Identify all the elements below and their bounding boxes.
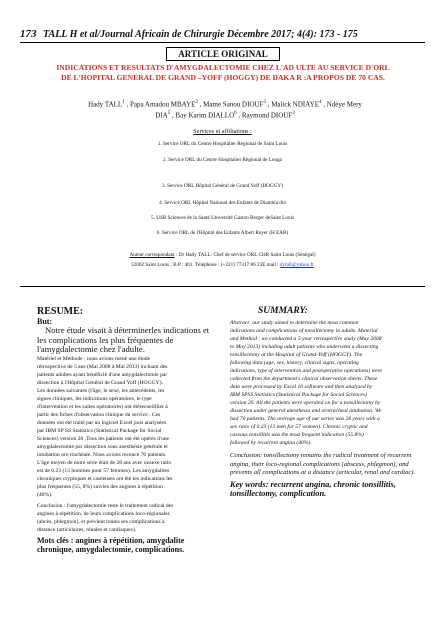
resume-keywords: Mots clés : angines à répétition, amygdalite chronique, amygdalectomie, complications. [37, 535, 185, 555]
resume-column [37, 306, 220, 555]
correspondence-text: : Dr Hady TALL: Chef de service ORL CHR Saint Louis (Sénégal) [175, 252, 316, 258]
correspondence-label: Auteur correspondant [129, 252, 175, 258]
author-name: Ndèye Mery [326, 100, 362, 109]
correspondence-address [0, 262, 445, 268]
header-rule [20, 42, 425, 43]
abstract-line: data were processed by Excel 10 software and then analyzed by [230, 384, 373, 390]
conclusion-line: (abcès, phlegmon), et prévient toutes ses complications à [37, 518, 165, 525]
methods-line: amygdalectomie par dissection sous anesthésie générale et [37, 443, 168, 450]
author-affiliation-number: 6 [234, 111, 237, 117]
title-line-1: INDICATIONS ET RESULTATS D'AMYGDALECTOMIE CHEZ L'AD ULTE AU SERVICE D'ORL [56, 63, 390, 72]
affiliations-title: Services et affiliations : [193, 128, 252, 135]
summary-column [230, 306, 425, 499]
methods-line: rétrospective de 5 ans (Mai 2008 à Mai 2013) incluant des [37, 363, 168, 370]
author-affiliation-number: 1 [122, 100, 125, 105]
author-name: Mame Sanou DIOUF [203, 100, 264, 109]
abstract-line: and Method : we conducted a 5-year retrospective study (May 2008 [230, 336, 382, 342]
affiliation-item: 4. Service ORL Hôpital National des Enfants de Diamnia din [159, 200, 286, 206]
author-name: Hady TALL [88, 100, 123, 109]
methods-line: Matériel et Méthode : nous avions mené une étude [37, 355, 151, 362]
summary-heading: SUMMARY: [258, 306, 308, 316]
affiliation-item: 5. USR Sciences de la Santé Université Gaston Berger deSaint Louis [151, 215, 294, 221]
conclusion-line: Conclusion : l'amygdalectomie reste le traitement radical des [37, 502, 174, 509]
methods-block [37, 355, 220, 499]
methods-line: plus fréquentes (55, 8%) suivies des angines à répétition [37, 483, 163, 490]
authors-line-1: Hady TALL$^1$ , Papa Amadou MBAYE$^2$ , Mame Sanou DIOUF$^3$ , Malick NDIAYE$^4$ , Ndèye Mery [88, 100, 362, 109]
affiliation-item: 6. Service ORL de l'Hôpital des Enfants Albert Royer (H EAR) [156, 230, 289, 236]
conclusion-line: angines à répétition, de leurs complications loco-régionales [37, 510, 170, 517]
author-affiliation-number: 5 [167, 111, 171, 117]
methods-line: (40%). [37, 491, 53, 498]
abstract-line: had 70 patients. The average age of our series was 28 years with a [230, 416, 380, 422]
page-number: 173 [20, 28, 37, 40]
abstract-line: following data (age, sex, history, clinical signs, operating [230, 360, 359, 366]
abstract-line: indications, type of intervention and postoperative operations) were [230, 368, 383, 374]
methods-line: par IBM SP SS Statistics (Statistical Package for Social [37, 427, 162, 434]
abstract-line: sex ratio of 0.23 (13 men for 57 women). Chronic cryptic and [230, 424, 368, 430]
author-affiliation-number: 4 [318, 100, 322, 105]
author-name: Papa Amadou MBAYE [129, 100, 196, 109]
abstract-line: collected from the department's clinical observation sheets. These [230, 376, 378, 382]
journal-header [20, 28, 430, 40]
methods-line: chroniques cryptiques et caséeuses ont été les indications les [37, 475, 173, 482]
address-text: 32002 Saint Louis ; B.P : 401. Téléphone : (+221) 77317 86 23E mail : [131, 262, 279, 268]
but-text: Notre étude visait à déterminerles indications et les complications les plus fréquentes de l'amygdalectomie chez l'adulte. [37, 325, 210, 355]
correspondence [0, 252, 445, 258]
methods-line: Les données suivantes (l'âge, le sexe, les antécédents, les [37, 387, 165, 394]
abstract-line: IBM SPSS Statistics (Statistical Package for Social Sciences) [230, 392, 367, 398]
abstract-line: version 20. All the patients were operated on for a tonsillectomy by [230, 400, 381, 406]
abstract-block [230, 319, 425, 447]
summary-conclusion: Conclusion: tonsillectomy remains the radical treatment of recurrent angina, their loco-regional complications (abscess, phlegmon), and prevents all complications at a distance (articular, renal and cardiac). [230, 452, 416, 477]
methods-line: d'intervention et les suites opératoires) ont étérecueilllier à [37, 403, 168, 410]
affiliation-item: 2. Service ORL du Centre Hospitalier Régional de Louga [163, 157, 282, 163]
author-affiliation-number: 2 [195, 100, 198, 105]
methods-line: signes cliniques, les indications opératoires, le type [37, 395, 152, 402]
author-name: DIA [155, 111, 168, 120]
affiliation-item: 3. Service ORL Hôpital Général de Grand Yoff (HOGGY) [161, 183, 283, 189]
title-line-2: DE L'HOPITAL GENERAL DE GRAND –YOFF (HOGGY) DE DAKA R :A PROPOS DE 70 CAS. [61, 73, 385, 82]
methods-line: intubation oro trachéale. Nous avions recencé 70 patients. [37, 451, 167, 458]
abstract-line: to May 2013) including adult patients who underwent a dissecting [230, 344, 379, 350]
abstract-line: followed by recurrent angina (40%). [230, 440, 312, 446]
methods-line: est de 0.23 (13 hommes pour 57 femmes). Les amygdalites [37, 467, 170, 474]
author-name: Bay Karim DIALLO [175, 111, 235, 120]
abstract-line: indications and complications of tonsillectomy in adults. Material [230, 328, 378, 334]
methods-line: partir des fiches d'observation clinique du service . Ces [37, 411, 161, 418]
author-name: Malick NDIAYE [271, 100, 319, 109]
resume-heading: RESUME: [37, 306, 84, 317]
section-rule [20, 286, 425, 287]
conclusion-line: distance (articulaires, rénales et cardiaques). [37, 526, 137, 533]
article-title [14, 63, 432, 83]
methods-line: dissection à l'Hôpital Général de Grand Yoff (HOGGY). [37, 379, 163, 386]
methods-line: L'âge moyen de notre série était de 28 ans avec unsexe ratio [37, 459, 172, 466]
author-affiliation-number: 3 [292, 111, 295, 117]
abstract-line: caseous tonsillitis was the most frequent indication (55.8%) [230, 432, 364, 438]
methods-line: données ont été traité par un logiciel Excel puis analysées [37, 419, 167, 426]
email-link[interactable]: dytall@yahoo.fr [279, 262, 314, 268]
authors-line-2: DIA$^5$ , Bay Karim DIALLO$^6$ , Raymond DIOUF$^3$ [155, 111, 295, 120]
methods-line: patients adultes ayant bénéficié d'une amygdalectomie par [37, 371, 168, 378]
affiliation-item: 1. Service ORL du Centre Hospitalier Régional de Saint Louis [157, 141, 288, 147]
summary-keywords: Key words: recurrent angina, chronic tonsillitis, tonsillectomy, complication. [230, 479, 396, 499]
abstract-line: Abstract: our study aimed to determine the most common [230, 320, 359, 326]
methods-line: Sciences) version 20 .Tous les patients ont été opérés d'une [37, 435, 170, 442]
author-affiliation-number: 3 [263, 100, 266, 105]
but-heading: But: [37, 317, 53, 326]
author-name: Raymond DIOUF [241, 111, 293, 120]
abstract-line: tonsillectomy at the Hospital of Grand-Yoff (HOGGY). The [230, 352, 363, 358]
journal-citation: TALL H et al/Journal Africain de Chirurgie Décembre 2017; 4(4): 173 - 175 [43, 29, 358, 40]
abstract-line: dissection under general anesthesia and orotracheal intubation. We [230, 408, 382, 414]
authors [30, 98, 420, 121]
resume-conclusion [37, 502, 220, 534]
article-type-badge: ARTICLE ORIGINAL [166, 47, 280, 61]
